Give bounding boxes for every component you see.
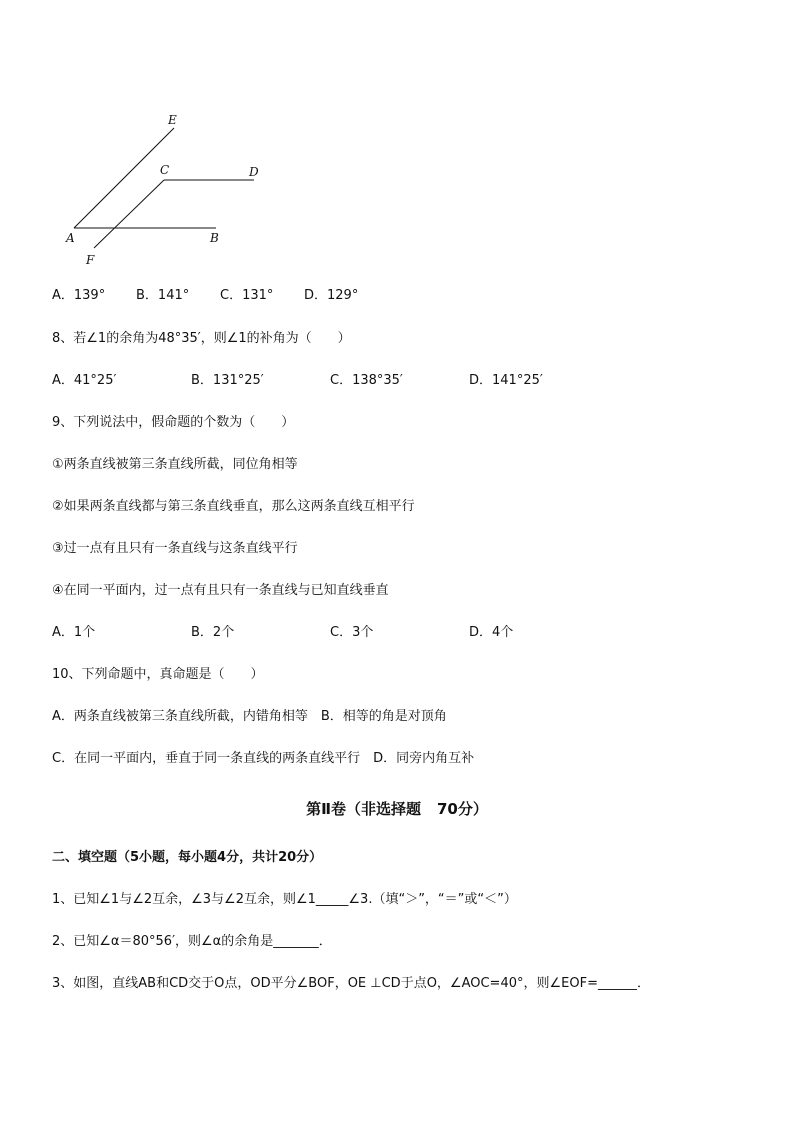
label-b: B [210,231,219,245]
q7-options [52,287,358,305]
line-ae [74,128,174,228]
section-fill-heading: 二、填空题（5小题，每小题4分，共计20分） [52,850,323,865]
q9-statement-2: ②如果两条直线都与第三条直线垂直，那么这两条直线互相平行 [52,499,415,514]
q8-stem: 8、若∠1的余角为48°35′，则∠1的补角为（ ） [52,331,351,346]
q9-option-c[interactable]: C．3个 [330,625,374,640]
geometry-figure [58,108,288,270]
parallel-lines-diagram [58,108,288,270]
q9-options [52,624,513,642]
q9-stem: 9、下列说法中，假命题的个数为（ ） [52,415,295,430]
q9-option-d[interactable]: D．4个 [469,625,514,640]
q10-options-line-1: A．两条直线被第三条直线所截，内错角相等 B．相等的角是对顶角 [52,709,447,724]
q10-options-line-2: C．在同一平面内，垂直于同一条直线的两条直线平行 D．同旁内角互补 [52,751,475,766]
line-fc [94,180,164,248]
q7-option-b[interactable]: B．141° [136,288,190,303]
label-a: A [66,231,75,245]
q8-option-a[interactable]: A．41°25′ [52,373,117,388]
q9-statement-1: ①两条直线被第三条直线所截，同位角相等 [52,457,298,472]
q8-option-c[interactable]: C．138°35′ [330,373,403,388]
part2-score: 70分） [437,800,488,818]
label-e: E [168,113,177,127]
fill-question-2: 2、已知∠α＝80°56′，则∠α的余角是_______． [52,934,332,949]
label-d: D [249,165,259,179]
q7-option-d[interactable]: D．129° [304,288,359,303]
q9-statement-4: ④在同一平面内，过一点有且只有一条直线与已知直线垂直 [52,583,389,598]
q7-option-a[interactable]: A．139° [52,288,106,303]
q10-stem: 10、下列命题中，真命题是（ ） [52,667,264,682]
part2-title [0,798,794,819]
q9-statement-3: ③过一点有且只有一条直线与这条直线平行 [52,541,298,556]
label-f: F [86,253,95,267]
q9-option-b[interactable]: B．2个 [191,625,235,640]
fill-question-3: 3、如图，直线AB和CD交于O点，OD平分∠BOF，OE ⊥CD于点O，∠AOC=40°，则∠EOF=______． [52,976,650,991]
q7-option-c[interactable]: C．131° [220,288,274,303]
q9-option-a[interactable]: A．1个 [52,625,96,640]
q8-option-b[interactable]: B．131°25′ [191,373,264,388]
part2-title-text: 第Ⅱ卷（非选择题 [306,800,421,818]
q8-options [52,372,543,390]
q8-option-d[interactable]: D．141°25′ [469,373,543,388]
label-c: C [160,163,170,177]
fill-question-1: 1、已知∠1与∠2互余，∠3与∠2互余，则∠1_____∠3.（填“＞”，“＝”或“＜”） [52,892,517,907]
